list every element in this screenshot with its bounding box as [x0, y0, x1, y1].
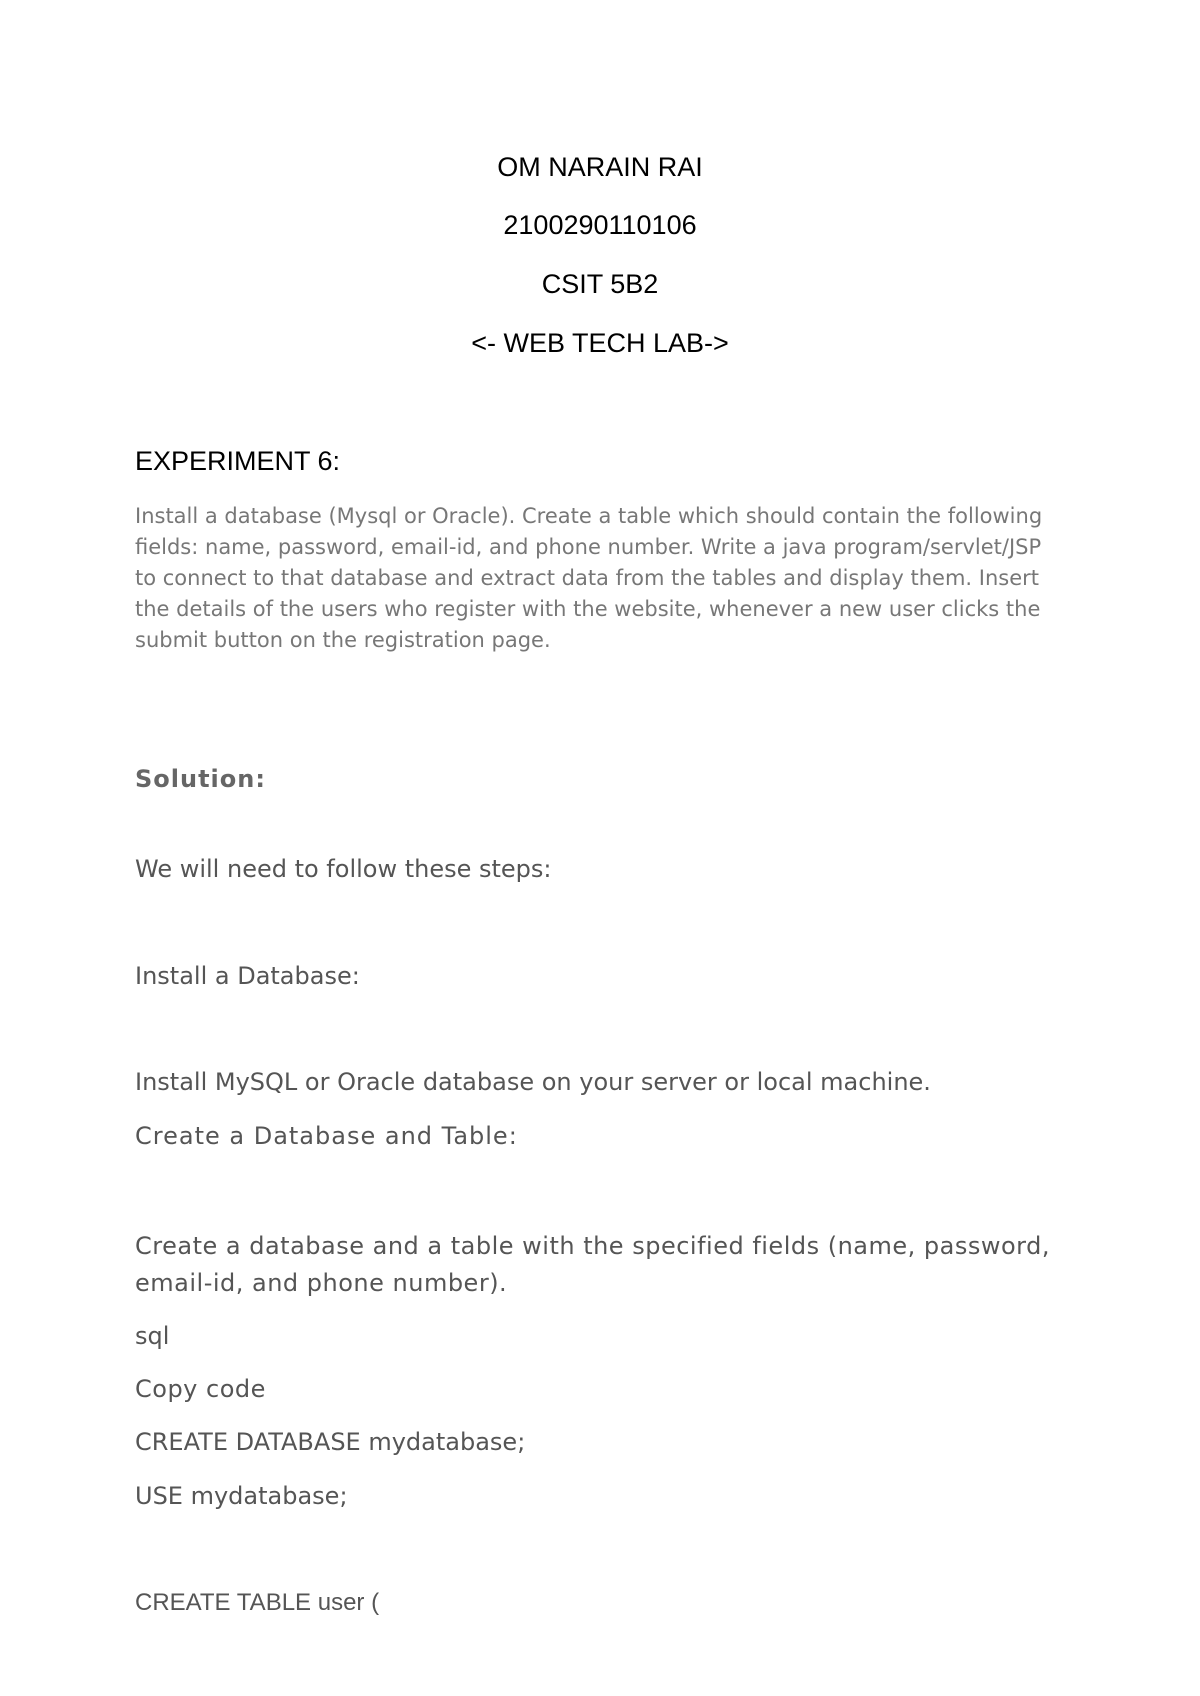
copy-code-label: Copy code [135, 1375, 266, 1403]
step2-text: Create a database and a table with the specified fields (name, password, email-id, and phone number). [135, 1232, 1050, 1297]
step1-title: Install a Database: [135, 962, 360, 990]
lab-title: <- WEB TECH LAB-> [471, 328, 729, 358]
step1-text: Install MySQL or Oracle database on your server or local machine. [135, 1068, 931, 1096]
experiment-title: EXPERIMENT 6: [135, 446, 341, 476]
step2-title: Create a Database and Table: [135, 1122, 518, 1150]
class-section: CSIT 5B2 [541, 269, 659, 299]
code-line: CREATE TABLE user ( [135, 1589, 380, 1616]
student-name: OM NARAIN RAI [497, 152, 703, 182]
code-language-label: sql [135, 1322, 170, 1350]
solution-intro: We will need to follow these steps: [135, 855, 552, 883]
experiment-description: Install a database (Mysql or Oracle). Create a table which should contain the following fields: name, password, email-id, and phone number. Write a java program/servlet/JSP to connect to that database and extract data from the tables and display them. Insert the details of the users who register with the website, whenever a new user clicks the submit button on the registration page. [135, 504, 1043, 652]
code-line: CREATE DATABASE mydatabase; [135, 1428, 526, 1456]
solution-heading: Solution: [135, 765, 266, 793]
code-line: USE mydatabase; [135, 1482, 348, 1510]
roll-number: 2100290110106 [503, 210, 697, 240]
